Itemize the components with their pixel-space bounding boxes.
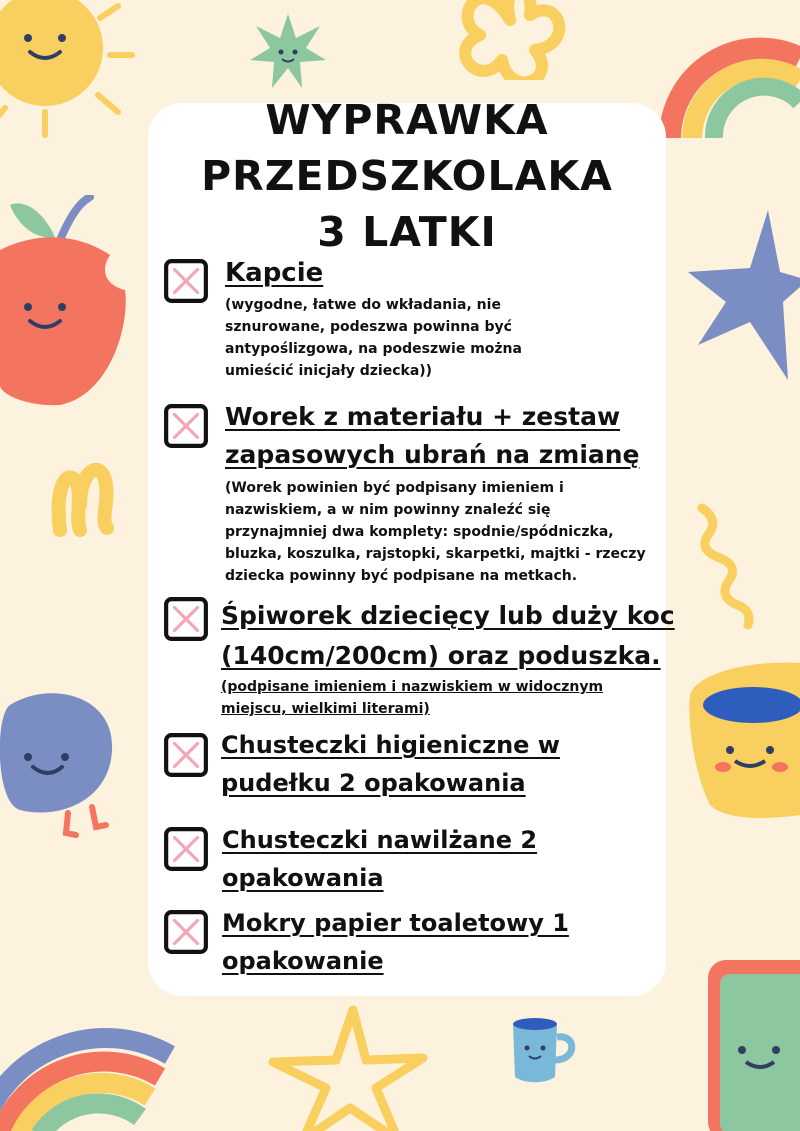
note-line: miejscu, wielkimi literami)	[221, 701, 430, 717]
checked-box-icon[interactable]	[163, 732, 209, 778]
title-line: WYPRAWKA	[265, 96, 549, 144]
item-heading	[222, 904, 663, 980]
heading-line: Chusteczki nawilżane 2	[222, 826, 538, 854]
heading-line: Worek z materiału + zestaw	[225, 402, 621, 431]
note-line: dziecka powinny być podpisane na metkach.	[225, 568, 578, 584]
note-line: (wygodne, łatwe do wkładania, nie	[225, 297, 501, 313]
checked-box-icon[interactable]	[163, 596, 209, 642]
heading-line: (140cm/200cm) oraz poduszka.	[221, 641, 661, 670]
m-squiggle-decoration	[45, 450, 125, 540]
checked-box-icon[interactable]	[163, 403, 209, 449]
note-line: antypoślizgowa, na podeszwie można	[225, 341, 522, 357]
title-line: PRZEDSZKOLAKA	[201, 152, 613, 200]
item-heading	[225, 398, 663, 474]
star-outline-decoration	[258, 1000, 438, 1131]
blue-blob-decoration	[0, 685, 120, 840]
mug-decoration	[505, 1012, 585, 1087]
heading-line: opakowania	[222, 864, 384, 892]
sun-decoration	[0, 0, 140, 140]
note-line: nazwiskiem, a w nim powinny znaleźć się	[225, 502, 551, 518]
heading-line: zapasowych ubrań na zmianę	[225, 440, 640, 469]
checked-box-icon[interactable]	[163, 258, 209, 304]
note-line: (podpisane imieniem i nazwiskiem w widocznym	[221, 679, 604, 695]
item-heading	[222, 821, 663, 897]
heading-line: pudełku 2 opakowania	[221, 769, 526, 797]
item-heading: Kapcie	[225, 258, 324, 288]
note-line: umieścić inicjały dziecka))	[225, 363, 433, 379]
rainbow-bottom-decoration	[0, 985, 180, 1131]
note-line: (Worek powinien być podpisany imieniem i	[225, 480, 564, 496]
checked-box-icon[interactable]	[163, 909, 209, 955]
heading-line: Mokry papier toaletowy 1	[222, 909, 569, 937]
blue-star-decoration	[688, 210, 800, 385]
flower-decoration	[440, 0, 580, 80]
cup-decoration	[685, 655, 800, 820]
tablet-decoration	[700, 960, 800, 1131]
wavy-line-decoration	[690, 500, 760, 630]
title-line: 3 LATKI	[317, 208, 497, 256]
note-line: bluzka, koszulka, rajstopki, skarpetki, majtki - rzeczy	[225, 546, 646, 562]
heading-line: opakowanie	[222, 947, 384, 975]
apple-decoration	[0, 195, 135, 410]
heading-line: Chusteczki higieniczne w	[221, 731, 560, 759]
item-note	[221, 676, 663, 720]
green-star-decoration	[248, 12, 328, 92]
item-note	[225, 294, 663, 382]
item-heading	[221, 726, 663, 802]
item-note	[225, 477, 663, 587]
note-line: przynajmniej dwa komplety: spodnie/spódniczka,	[225, 524, 614, 540]
rainbow-top-decoration	[660, 28, 800, 138]
heading-line: Śpiworek dziecięcy lub duży koc	[221, 601, 675, 630]
page-title	[148, 92, 666, 260]
item-heading	[221, 596, 675, 676]
checked-box-icon[interactable]	[163, 826, 209, 872]
note-line: sznurowane, podeszwa powinna być	[225, 319, 512, 335]
